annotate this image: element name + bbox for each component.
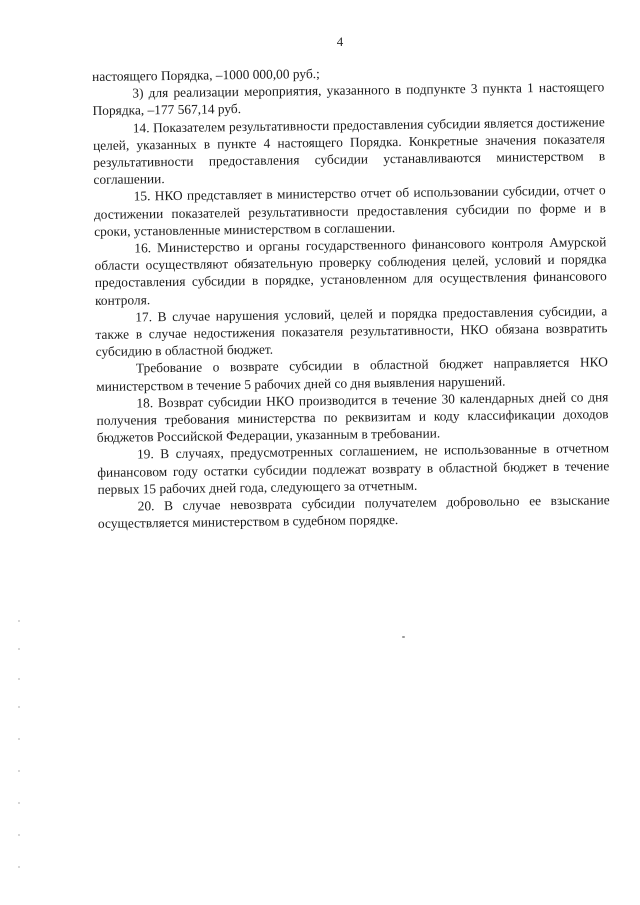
scan-margin-marks — [18, 620, 22, 880]
paragraph-continuation: настоящего Порядка, –1000 000,00 руб.; — [92, 66, 320, 84]
paragraph-16: 16. Министерство и органы государственного финансового контроля Амурской области осуществляют обязательную проверку соблюдения целей, условий и порядка предоставления субсидии в порядке, установленном для осуществления финансового контроля. — [94, 234, 607, 308]
paragraph-19: 19. В случаях, предусмотренных соглашением, не использованные в отчетном финансовом году остатки субсидии подлежат возврату в областной бюджет в течение первых 15 рабочих дней года, следующего за отчетным. — [97, 440, 610, 497]
paragraph-20: 20. В случае невозврата субсидии получателем добровольно ее взыскание осуществляется министерством в судебном порядке. — [97, 492, 610, 532]
paragraph-subitem-3: 3) для реализации мероприятия, указанного в подпункте 3 пункта 1 настоящего Порядка, –177 567,14 руб. — [92, 79, 605, 119]
document-body — [92, 61, 610, 532]
page-number: 4 — [336, 34, 344, 49]
scan-speck — [402, 636, 405, 638]
paragraph-18: 18. Возврат субсидии НКО производится в течение 30 календарных дней со дня получения требования министерства по реквизитам и коду классификации доходов бюджетов Российской Федерации, указанным в требовании. — [96, 389, 609, 446]
paragraph-15: 15. НКО представляет в министерство отчет об использовании субсидии, отчет о достижении показателей результативности предоставления субсидии по форме и в сроки, установленные министерством в соглашении. — [93, 182, 606, 239]
paragraph-14: 14. Показателем результативности предоставления субсидии является достижение целей, указанных в пункте 4 настоящего Порядка. Конкретные значения показателя результативности предоставления субсидии устанавливаются министерством в соглашении. — [92, 113, 606, 188]
paragraph-17: 17. В случае нарушения условий, целей и порядка предоставления субсидии, а также в случае недостижения показателя результативности, НКО обязана возвратить субсидию в областной бюджет. — [95, 303, 608, 360]
paragraph-17-requirement: Требование о возврате субсидии в областной бюджет направляется НКО министерством в течение 5 рабочих дней со дня выявления нарушений. — [96, 354, 608, 394]
